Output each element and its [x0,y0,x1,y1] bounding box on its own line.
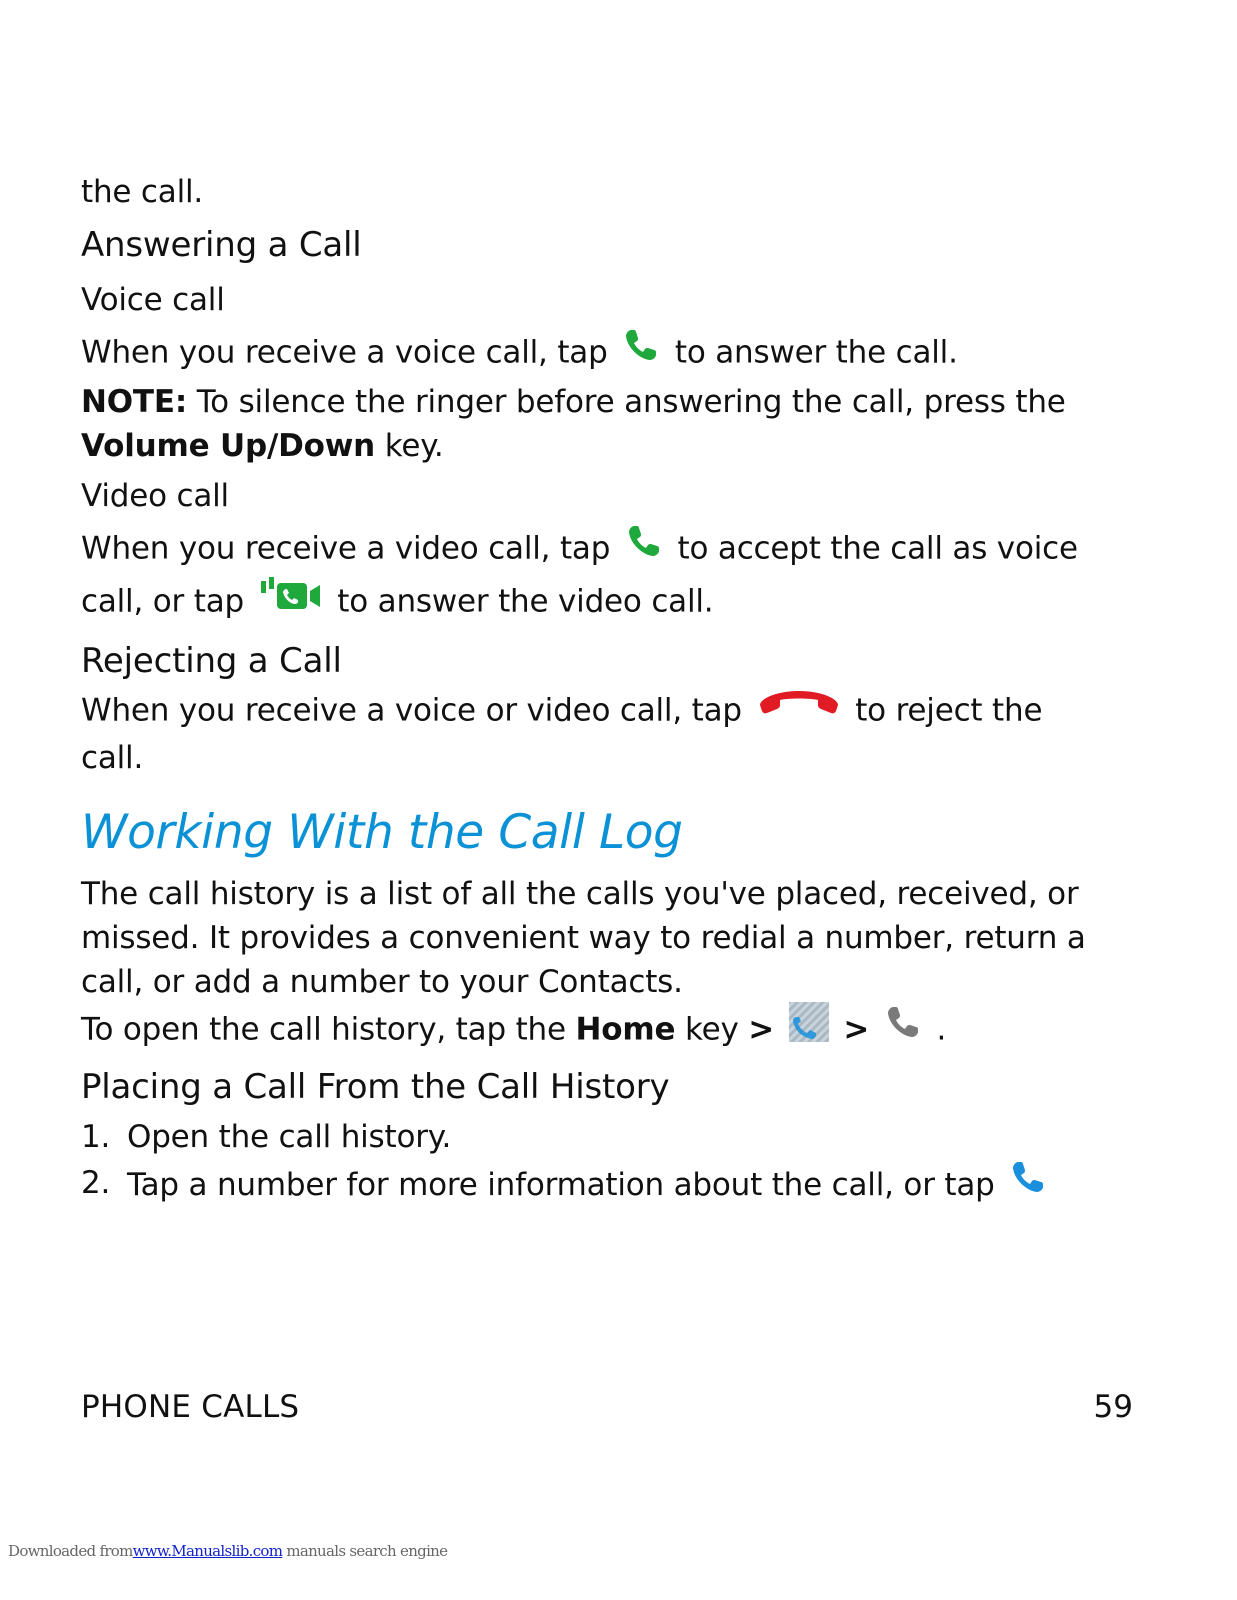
download-prefix: Downloaded from [8,1542,133,1560]
note-label: NOTE: [81,384,188,420]
voice-text-before: When you receive a voice call, tap [81,334,608,371]
open-call-history-paragraph [81,1004,1141,1058]
video-text-before: When you receive a video call, tap [81,530,611,567]
step-text: Tap a number for more information about the call, or tap [127,1167,995,1203]
rejecting-heading: Rejecting a Call [81,641,342,681]
reject-text-line2: call. [81,740,144,776]
step-number: 1. [81,1119,111,1155]
continuation-text: the call. [81,174,204,210]
call-log-heading: Working With the Call Log [81,805,683,860]
blue-phone-icon [1008,1157,1048,1210]
list-item [81,1114,1141,1160]
rejecting-paragraph [81,688,1141,780]
video-text-line2-before: call, or tap [81,583,244,620]
download-banner [8,1542,447,1560]
green-phone-icon [624,521,664,573]
green-video-call-icon [258,573,324,627]
reject-text-after: to reject the [855,692,1043,729]
blue-app-icon [788,1001,830,1055]
video-call-heading: Video call [81,478,229,514]
green-phone-icon [621,325,661,377]
note-end: key. [384,428,444,464]
download-suffix: manuals search engine [286,1542,448,1560]
open-end: . [936,1011,947,1048]
footer-page-number: 59 [1093,1389,1133,1425]
volume-key-label: Volume Up/Down [81,428,376,464]
answering-heading: Answering a Call [81,225,362,265]
separator-1: > [748,1011,775,1048]
video-text-mid: to accept the call as voice [677,530,1078,567]
voice-call-heading: Voice call [81,282,225,318]
placing-heading: Placing a Call From the Call History [81,1067,670,1107]
call-log-description: The call history is a list of all the calls you've placed, received, or missed. It provides a convenient way to redial a number, return a call, or add a number to your Contacts. [81,876,1086,1000]
red-hangup-icon [756,685,842,733]
separator-2: > [843,1011,870,1048]
voice-call-paragraph [81,328,1141,380]
open-key-text: key [684,1011,739,1048]
page-content [81,170,1141,1213]
manualslib-link[interactable]: www.Manualslib.com [132,1542,283,1560]
list-item [81,1160,1141,1213]
open-text-before: To open the call history, tap the [81,1011,566,1048]
reject-text-before: When you receive a voice or video call, tap [81,692,742,729]
step-text: Open the call history. [127,1119,452,1155]
voice-text-after: to answer the call. [674,334,958,371]
home-key-label: Home [575,1011,676,1048]
video-call-paragraph [81,524,1141,630]
note-paragraph [81,380,1141,468]
video-text-after: to answer the video call. [337,583,714,620]
gray-phone-icon [883,1002,923,1054]
note-text: To silence the ringer before answering the call, press the [196,384,1066,420]
placing-steps-list [81,1114,1141,1213]
step-number: 2. [81,1165,111,1201]
footer-section-title: PHONE CALLS [81,1389,300,1425]
